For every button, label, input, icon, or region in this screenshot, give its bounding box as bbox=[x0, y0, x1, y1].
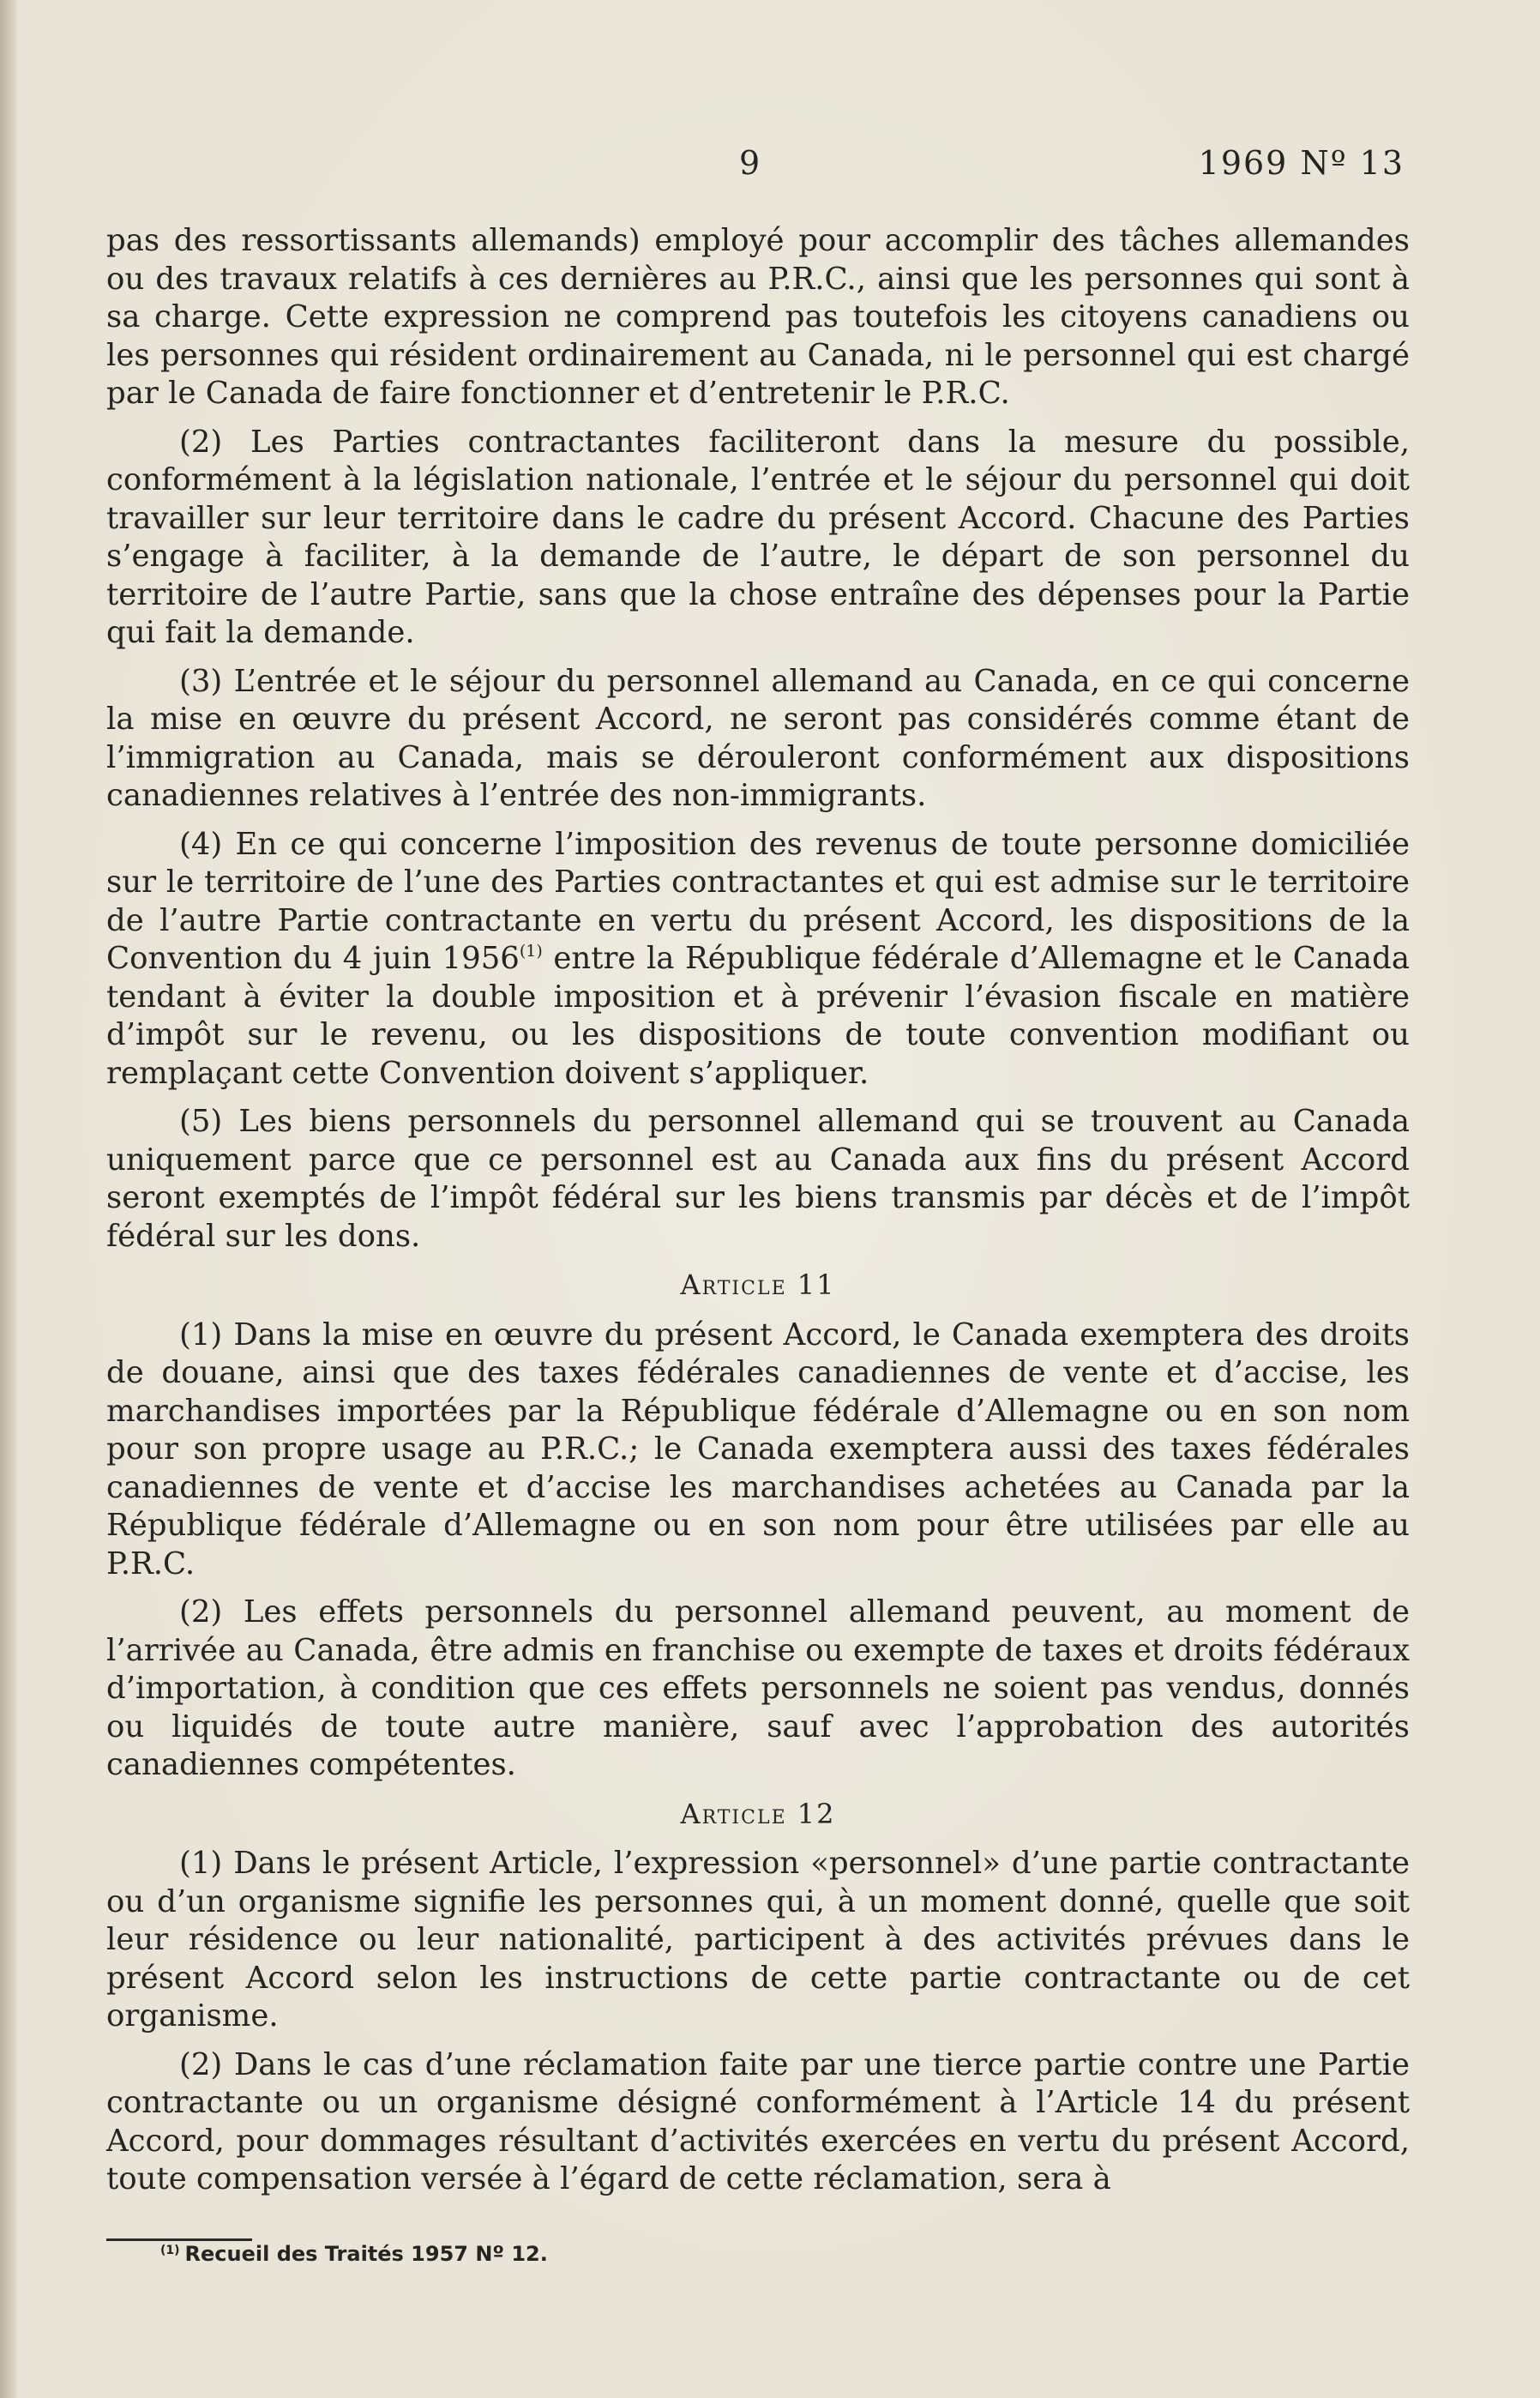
page-number: 9 bbox=[739, 144, 761, 182]
paragraph-continued: pas des ressortissants allemands) employé pour accomplir des tâches allemandes ou des travaux relatifs à ces dernières au P.R.C., ainsi que les personnes qui sont à sa charge. Cette expression ne comprend pas toutefois les citoyens canadiens ou les personnes qui résident ordinairement au Canada, ni le personnel qui est chargé par le Canada de faire fonctionner et d’entretenir le P.R.C. bbox=[106, 223, 1410, 411]
paragraph-article10-5: (5) Les biens personnels du personnel allemand qui se trouvent au Canada uniquement parce que ce personnel est au Canada aux fins du présent Accord seront exemptés de l’impôt fédéral sur les biens transmis par décès et de l’impôt fédéral sur les dons. bbox=[106, 1104, 1410, 1254]
page-binding-edge bbox=[0, 0, 19, 2398]
paragraph-article11-2: (2) Les effets personnels du personnel allemand peuvent, au moment de l’arrivée au Canada, être admis en franchise ou exempte de taxes et droits fédéraux d’importation, à condition que ces effets personnels ne soient pas vendus, donnés ou liquidés de toute autre manière, sauf avec l’approbation des autorités canadiennes compétentes. bbox=[106, 1594, 1410, 1782]
footnote bbox=[160, 2242, 548, 2266]
paragraph-article10-2: (2) Les Parties contractantes faciliteront dans la mesure du possible, conformément à la législation nationale, l’entrée et le séjour du personnel qui doit travailler sur leur territoire dans le cadre du présent Accord. Chacune des Parties s’engage à faciliter, à la demande de l’autre, le départ de son personnel du territoire de l’autre Partie, sans que la chose entraîne des dépenses pour la Partie qui fait la demande. bbox=[106, 424, 1410, 650]
footnote-marker: (1) bbox=[160, 2244, 180, 2257]
paragraph-article11-1: (1) Dans la mise en œuvre du présent Accord, le Canada exemptera des droits de douane, ainsi que des taxes fédérales canadiennes de vente et d’accise, les marchandises importées par la République fédérale d’Allemagne ou en son nom pour son propre usage au P.R.C.; le Canada exemptera aussi des taxes fédérales canadiennes de vente et d’accise les marchandises achetées au Canada par la République fédérale d’Allemagne ou en son nom pour être utilisées par elle au P.R.C. bbox=[106, 1316, 1410, 1582]
paragraph-article12-1: (1) Dans le présent Article, l’expression «personnel» d’une partie contractante ou d’un organisme signifie les personnes qui, à un moment donné, quelle que soit leur résidence ou leur nationalité, participent à des activités prévues dans le présent Accord selon les instructions de cette partie contractante ou de cet organisme. bbox=[106, 1846, 1410, 2033]
article-11-heading: Article 11 bbox=[680, 1268, 836, 1301]
paragraph-article10-4 bbox=[106, 826, 1410, 1094]
footnote-divider bbox=[106, 2238, 252, 2241]
paragraph-article10-3: (3) L’entrée et le séjour du personnel allemand au Canada, en ce qui concerne la mise en œuvre du présent Accord, ne seront pas considérés comme étant de l’immigration au Canada, mais se dérouleront conformément aux dispositions canadiennes relatives à l’entrée des non-immigrants. bbox=[106, 663, 1410, 813]
footnote-text: Recueil des Traités 1957 Nº 12. bbox=[184, 2242, 548, 2266]
paragraph-article10-4-text-a: (4) En ce qui concerne l’imposition des revenus de toute personne domiciliée sur le territoire de l’une des Parties contractantes et qui est admise sur le territoire de l’autre Partie contractante en vertu du présent Accord, les dispositions de la Convention du 4 juin 1956 bbox=[106, 826, 1410, 976]
document-reference: 1969 Nº 13 bbox=[1198, 144, 1405, 182]
paragraph-article10-4-text-b: entre la République fédérale d’Allemagne et le Canada tendant à éviter la double imposition et à prévenir l’évasion fiscale en matière d’impôt sur le revenu, ou les dispositions de toute convention modifiant ou remplaçant cette Convention doivent s’appliquer. bbox=[106, 941, 1410, 1091]
paragraph-article12-2: (2) Dans le cas d’une réclamation faite par une tierce partie contre une Partie contractante ou un organisme désigné conformément à l’Article 14 du présent Accord, pour dommages résultant d’activités exercées en vertu du présent Accord, toute compensation versée à l’égard de cette réclamation, sera à bbox=[106, 2046, 1410, 2196]
article-12-heading: Article 12 bbox=[680, 1797, 836, 1830]
footnote-reference: (1) bbox=[519, 942, 543, 961]
body-text bbox=[106, 222, 1410, 2209]
